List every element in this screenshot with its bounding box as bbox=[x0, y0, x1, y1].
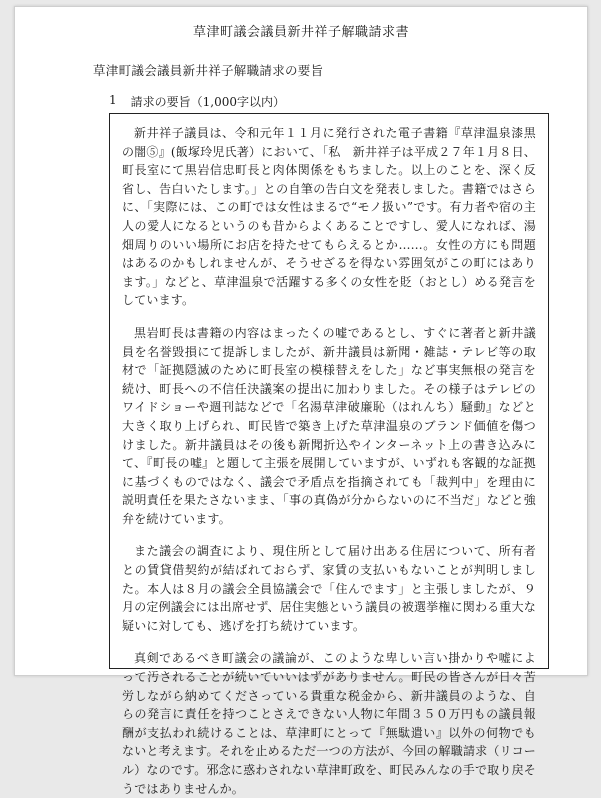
paragraph-2: 黒岩町長は書籍の内容はまったくの嘘であるとし、すぐに著者と新井議員を名誉毀損にて提訴しましたが、新井議員は新聞・雑誌・テレビ等の取材で「証拠隠滅のために町長室の模様替えをした」など事実無根の発言を続け、町長への不信任決議案の提出に加わりました。その様子はテレビのワイドショーや週刊誌などで「名湯草津破廉恥（はれんち）騒動』などと大きく取り上げられ、町民皆で築き上げた草津温泉のブランド価値を傷つけました。新井議員はその後も新聞折込やインターネット上の書き込みにて、『町長の嘘』と題して主張を展開していますが、いずれも客観的な証拠に基づくものではなく、議会で矛盾点を指摘されても「裁判中」を理由に説明責任を果たさないまま、「事の真偽が分からないのに不当だ」などと強弁を続けています。 bbox=[122, 325, 536, 526]
statement-box bbox=[109, 113, 549, 796]
paragraph-1: 新井祥子議員は、令和元年１１月に発行された電子書籍『草津温泉漆黒の闇⑤』(飯塚玲児氏著）において、「私 新井祥子は平成２７年１月８日、町長室にて黒岩信忠町長と肉体関係をもちました。以上のことを、深く反省し、告白いたします。」との自筆の告白文を発表しました。書籍ではさらに、「実際には、この町では女性はまるで“モノ扱い”です。有力者や宿の主人の愛人になるというのも昔からよくあることですし、愛人になれば、湯畑周りのいい場所にお店を持たせてもらえるとか……。女性の方にも問題はあるのかもしれませんが、そうせざるを得ない雰囲気がこの町にはあります。」などと、草津温泉で活躍する多くの女性を貶（おとし）める発言をしています。 bbox=[122, 126, 536, 308]
paragraph-3: また議会の調査により、現住所として届け出ある住居について、所有者との賃貸借契約が結ばれておらず、家賃の支払いもないことが判明しました。本人は８月の議会全員協議会で「住んでます」と主張しましたが、９月の定例議会には出席せず、居住実態という議員の被選挙権に関わる重大な疑いに対しても、逃げを打ち続けています。 bbox=[122, 544, 536, 633]
document-page bbox=[14, 6, 588, 796]
paragraph-4: 真剣であるべき町議会の議論が、このような卑しい言い掛かりや嘘によって汚されることが続いていいはずがありません。町民の皆さんが日々苦労しながら納めてくださっている貴重な税金から、新井議員のような、自らの発言に責任を持つことさえできない人物に年間３５０万円もの議員報酬が支払われ続けることは、草津町にとって『無駄遣い』以外の何物でもないと考えます。それを止めるただ一つの方法が、今回の解職請求（リコール）なのです。邪念に惑わされない草津町政を、町民みんなの手で取り戻そうではありませんか。 bbox=[122, 651, 536, 796]
document-subtitle: 草津町議会議員新井祥子解職請求の要旨 bbox=[93, 63, 324, 78]
section-heading bbox=[109, 93, 285, 110]
document-title: 草津町議会議員新井祥子解職請求書 bbox=[192, 25, 409, 40]
section-heading-text: 請求の要旨（1,000字以内） bbox=[130, 95, 285, 109]
section-number: 1 bbox=[109, 93, 117, 107]
